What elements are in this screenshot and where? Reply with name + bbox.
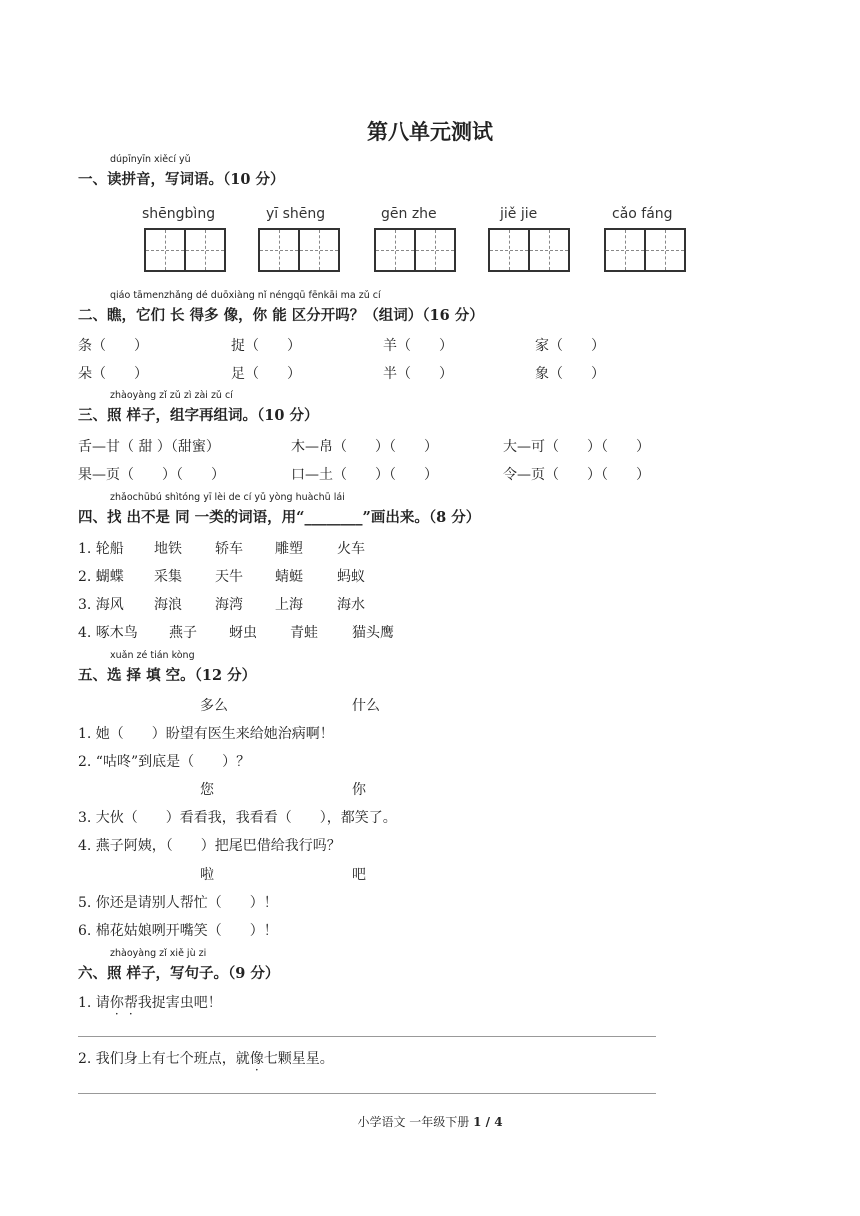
s4-word[interactable]: 青蛙: [290, 625, 318, 641]
section-1-pinyin: dúpīnyīn xiěcí yǔ: [110, 154, 191, 165]
answer-line-1[interactable]: [78, 1036, 656, 1037]
s4-word[interactable]: 蜻蜓: [275, 569, 303, 585]
s2-item-1: 条（ ）: [78, 338, 148, 354]
section-5-pinyin: xuǎn zé tián kòng: [110, 650, 195, 661]
pinyin-word-4: jiě jie: [500, 206, 538, 222]
s4-word[interactable]: 上海: [275, 597, 303, 613]
s4-word[interactable]: 猫头鹰: [352, 625, 394, 641]
pinyin-word-1: shēngbìng: [142, 206, 216, 222]
s3-item-3: 大—可（ ）（ ）: [503, 439, 650, 455]
page-title: 第八单元测试: [367, 120, 493, 144]
s4-row-1-num: 1. 轮船: [78, 541, 124, 557]
s5-question-1: 1. 她（ ）盼望有医生来给她治病啊！: [78, 726, 334, 742]
s4-word[interactable]: 天牛: [215, 569, 243, 585]
s3-item-2: 木—帛（ ）（ ）: [291, 439, 438, 455]
s4-word[interactable]: 采集: [154, 569, 182, 585]
s5-question-6: 6. 棉花姑娘咧开嘴笑（ ）！: [78, 923, 278, 939]
writing-grid-4[interactable]: [488, 228, 570, 272]
s4-word[interactable]: 轿车: [215, 541, 243, 557]
pinyin-word-5: cǎo fáng: [612, 206, 673, 222]
s5-question-4: 4. 燕子阿姨，（ ）把尾巴借给我行吗？: [78, 838, 341, 854]
writing-grid-3[interactable]: [374, 228, 456, 272]
writing-grid-2[interactable]: [258, 228, 340, 272]
s4-word[interactable]: 海湾: [215, 597, 243, 613]
section-3-pinyin: zhàoyàng zǐ zǔ zì zài zǔ cí: [110, 390, 233, 401]
pinyin-word-3: gēn zhe: [381, 206, 437, 222]
s4-row-3-num: 3. 海风: [78, 597, 124, 613]
writing-grid-5[interactable]: [604, 228, 686, 272]
s2-item-4: 家（ ）: [535, 338, 605, 354]
section-3-heading: zhàoyàng zǐ zǔ zì zài zǔ cí 三、照 样子，组字再组词。（10 分）: [78, 390, 319, 424]
s4-word[interactable]: 海水: [337, 597, 365, 613]
s4-word[interactable]: 地铁: [154, 541, 182, 557]
s4-word[interactable]: 火车: [337, 541, 365, 557]
section-2-heading: qiáo tāmenzhǎng dé duōxiàng nǐ néngqū fēnkāi ma zǔ cí 二、瞧，它们 长 得多 像，你 能 区分开吗？（组词）（16 分）: [78, 290, 484, 324]
s5-option-ni: 你: [352, 782, 366, 798]
s5-option-nin: 您: [200, 782, 214, 798]
page-footer: 小学语文 一年级下册 1 / 4: [357, 1115, 503, 1129]
s6-example-1: 1. 请你帮我捉害虫吧！: [78, 995, 222, 1011]
s3-item-1: 舌—甘（ 甜 ）（甜蜜）: [78, 439, 220, 455]
s4-row-2-num: 2. 蝴蝶: [78, 569, 124, 585]
s4-word[interactable]: 燕子: [169, 625, 197, 641]
pinyin-word-2: yī shēng: [266, 206, 326, 222]
s4-word[interactable]: 海浪: [154, 597, 182, 613]
section-1-heading: dúpīnyīn xiěcí yǔ 一、读拼音，写词语。（10 分）: [78, 154, 285, 188]
s5-option-duome: 多么: [200, 698, 228, 714]
s2-item-6: 足（ ）: [231, 366, 301, 382]
section-5-heading: xuǎn zé tián kòng 五、选 择 填 空。（12 分）: [78, 650, 257, 684]
page-number: 1 / 4: [473, 1115, 503, 1129]
section-6-heading: zhàoyàng zǐ xiě jù zi 六、照 样子，写句子。（9 分）: [78, 948, 280, 982]
answer-line-2[interactable]: [78, 1093, 656, 1094]
s5-question-5: 5. 你还是请别人帮忙（ ）！: [78, 895, 278, 911]
s2-item-5: 朵（ ）: [78, 366, 148, 382]
s3-item-5: 口—土（ ）（ ）: [291, 467, 438, 483]
s2-item-2: 捉（ ）: [231, 338, 301, 354]
s5-option-shenme: 什么: [352, 698, 380, 714]
section-6-pinyin: zhàoyàng zǐ xiě jù zi: [110, 948, 207, 959]
s2-item-7: 半（ ）: [383, 366, 453, 382]
s4-word[interactable]: 蚂蚁: [337, 569, 365, 585]
section-4-heading: zhǎochūbú shìtóng yī lèi de cí yǔ yòng huàchū lái 四、找 出不是 同 一类的词语，用“________”画出来。（8 分）: [78, 492, 481, 526]
s6-example-2: 2. 我们身上有七个班点，就像七颗星星。: [78, 1051, 334, 1067]
s3-item-4: 果—页（ ）（ ）: [78, 467, 225, 483]
s4-word[interactable]: 蚜虫: [229, 625, 257, 641]
s5-option-ba: 吧: [352, 867, 366, 883]
s2-item-3: 羊（ ）: [383, 338, 453, 354]
section-2-pinyin: qiáo tāmenzhǎng dé duōxiàng nǐ néngqū fēnkāi ma zǔ cí: [110, 290, 381, 301]
s4-word[interactable]: 雕塑: [275, 541, 303, 557]
s3-item-6: 令—页（ ）（ ）: [503, 467, 650, 483]
s4-row-4-num: 4. 啄木鸟: [78, 625, 138, 641]
s5-option-la: 啦: [200, 867, 214, 883]
s2-item-8: 象（ ）: [535, 366, 605, 382]
s5-question-2: 2. “咕咚”到底是（ ）？: [78, 754, 251, 770]
writing-grid-1[interactable]: [144, 228, 226, 272]
s5-question-3: 3. 大伙（ ）看看我，我看看（ ），都笑了。: [78, 810, 397, 826]
section-4-pinyin: zhǎochūbú shìtóng yī lèi de cí yǔ yòng huàchū lái: [110, 492, 345, 503]
